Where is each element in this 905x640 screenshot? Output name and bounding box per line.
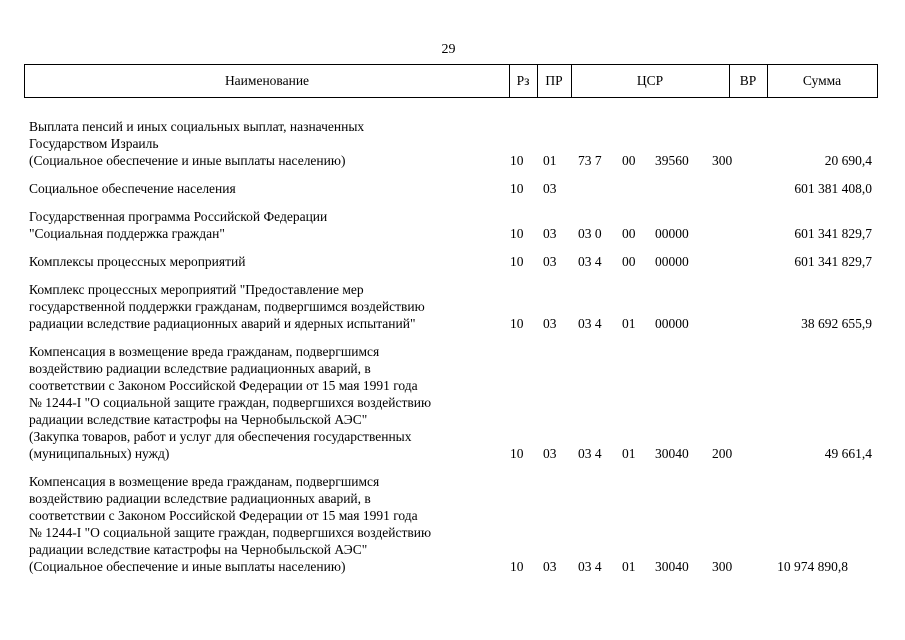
row-name: Выплата пенсий и иных социальных выплат, назначенных Государством Израиль (Социальное обеспечение и иные выплаты населению): [29, 119, 365, 168]
row-pr: 01: [543, 153, 557, 168]
column-header-csr: ЦСР: [636, 73, 664, 88]
row-pr: 03: [543, 254, 557, 269]
row-rz: 10: [510, 226, 524, 241]
row-pr: 03: [543, 316, 557, 331]
row-csr-program: 73 7: [578, 153, 602, 168]
row-sum: 601 341 829,7: [794, 226, 872, 241]
row-vr: 300: [712, 153, 733, 168]
row-sum: 38 692 655,9: [801, 316, 872, 331]
row-csr-program: 03 4: [578, 559, 602, 574]
row-csr-subprogram: 00: [622, 226, 636, 241]
row-csr-direction: 00000: [655, 316, 689, 331]
row-csr-subprogram: 00: [622, 254, 636, 269]
row-csr-direction: 00000: [655, 254, 689, 269]
row-pr: 03: [543, 226, 557, 241]
column-header-rz: Рз: [516, 73, 530, 88]
row-sum: 20 690,4: [824, 153, 872, 168]
row-csr-subprogram: 01: [622, 316, 636, 331]
row-pr: 03: [543, 181, 557, 196]
row-csr-program: 03 4: [578, 446, 602, 461]
row-csr-program: 03 0: [578, 226, 602, 241]
row-csr-subprogram: 01: [622, 559, 636, 574]
page-number: 29: [441, 42, 456, 57]
row-sum: 10 974 890,8: [777, 559, 848, 574]
row-csr-direction: 00000: [655, 226, 689, 241]
row-rz: 10: [510, 446, 524, 461]
row-rz: 10: [510, 559, 524, 574]
row-rz: 10: [510, 153, 524, 168]
row-rz: 10: [510, 254, 524, 269]
row-name: Социальное обеспечение населения: [29, 181, 236, 196]
column-header-sum: Сумма: [802, 73, 842, 88]
row-pr: 03: [543, 446, 557, 461]
row-csr-subprogram: 01: [622, 446, 636, 461]
row-rz: 10: [510, 316, 524, 331]
table-header: [24, 64, 878, 98]
column-header-pr: ПР: [545, 73, 563, 88]
row-name: Комплексы процессных мероприятий: [29, 254, 246, 269]
row-csr-direction: 39560: [655, 153, 689, 168]
row-csr-direction: 30040: [655, 559, 689, 574]
row-sum: 601 341 829,7: [794, 254, 872, 269]
column-header-vr: ВР: [739, 73, 757, 88]
row-csr-subprogram: 00: [622, 153, 636, 168]
row-pr: 03: [543, 559, 557, 574]
row-vr: 200: [712, 446, 733, 461]
row-sum: 49 661,4: [824, 446, 872, 461]
row-vr: 300: [712, 559, 733, 574]
row-csr-program: 03 4: [578, 316, 602, 331]
row-name: Компенсация в возмещение вреда гражданам, подвергшимся воздействию радиации вследствие радиационных аварий, в соответствии с Законом Российской Федерации от 15 мая 1991 года № 1244-I "О социальной защите граждан, подвергшихся воздействию радиации вследствие катастрофы на Чернобыльской АЭС" (Закупка товаров, работ и услуг для обеспечения государственных (муниципальных) нужд): [29, 344, 432, 461]
row-name: Государственная программа Российской Федерации "Социальная поддержка граждан": [29, 209, 328, 241]
row-rz: 10: [510, 181, 524, 196]
row-name: Компенсация в возмещение вреда гражданам, подвергшимся воздействию радиации вследствие радиационных аварий, в соответствии с Законом Российской Федерации от 15 мая 1991 года № 1244-I "О социальной защите граждан, подвергшихся воздействию радиации вследствие катастрофы на Чернобыльской АЭС" (Социальное обеспечение и иные выплаты населению): [29, 474, 432, 574]
row-sum: 601 381 408,0: [794, 181, 872, 196]
row-csr-direction: 30040: [655, 446, 689, 461]
row-name: Комплекс процессных мероприятий "Предоставление мер государственной поддержки гражданам, подвергшимся воздействию радиации вследствие радиационных аварий и ядерных испытаний": [29, 282, 425, 331]
row-csr-program: 03 4: [578, 254, 602, 269]
column-header-name: Наименование: [224, 73, 310, 88]
